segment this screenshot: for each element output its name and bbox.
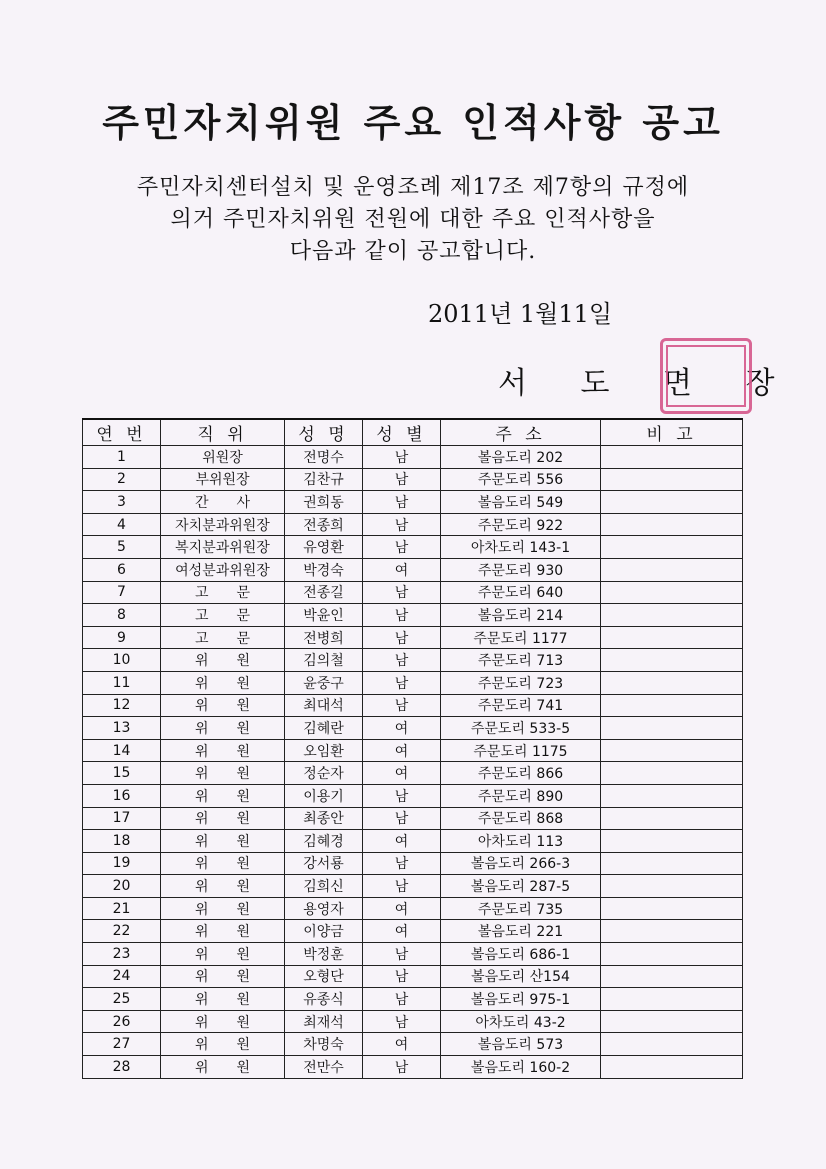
cell-position: 위 원	[161, 649, 285, 672]
cell-remarks	[601, 897, 743, 920]
cell-gender: 남	[363, 875, 441, 898]
cell-position: 위 원	[161, 965, 285, 988]
cell-name: 박윤인	[285, 604, 363, 627]
cell-remarks	[601, 739, 743, 762]
cell-gender: 여	[363, 739, 441, 762]
cell-gender: 남	[363, 1010, 441, 1033]
cell-number: 18	[83, 830, 161, 853]
cell-address: 주문도리 1175	[441, 739, 601, 762]
cell-address: 볼음도리 975-1	[441, 988, 601, 1011]
cell-number: 3	[83, 491, 161, 514]
cell-address: 아차도리 143-1	[441, 536, 601, 559]
cell-name: 김의철	[285, 649, 363, 672]
cell-name: 전만수	[285, 1056, 363, 1079]
table-row	[83, 943, 743, 966]
cell-remarks	[601, 694, 743, 717]
cell-name: 정순자	[285, 762, 363, 785]
cell-gender: 남	[363, 1056, 441, 1079]
header-cell-remarks: 비 고	[601, 419, 743, 446]
cell-address: 주문도리 922	[441, 513, 601, 536]
cell-position: 고 문	[161, 626, 285, 649]
cell-position: 위원장	[161, 446, 285, 469]
cell-number: 23	[83, 943, 161, 966]
table-row	[83, 581, 743, 604]
table-row	[83, 875, 743, 898]
cell-position: 위 원	[161, 1010, 285, 1033]
header-cell-gender: 성 별	[363, 419, 441, 446]
cell-address: 주문도리 735	[441, 897, 601, 920]
cell-address: 주문도리 890	[441, 784, 601, 807]
table-header-row	[83, 419, 743, 446]
cell-position: 고 문	[161, 604, 285, 627]
cell-remarks	[601, 468, 743, 491]
cell-number: 11	[83, 671, 161, 694]
cell-gender: 여	[363, 897, 441, 920]
cell-position: 부위원장	[161, 468, 285, 491]
cell-gender: 여	[363, 830, 441, 853]
table-row	[83, 1010, 743, 1033]
cell-gender: 남	[363, 807, 441, 830]
cell-gender: 남	[363, 943, 441, 966]
official-seal	[660, 338, 752, 414]
cell-number: 5	[83, 536, 161, 559]
cell-address: 주문도리 866	[441, 762, 601, 785]
table-row	[83, 626, 743, 649]
cell-position: 위 원	[161, 671, 285, 694]
cell-remarks	[601, 626, 743, 649]
cell-number: 7	[83, 581, 161, 604]
table-row	[83, 717, 743, 740]
cell-remarks	[601, 649, 743, 672]
cell-position: 고 문	[161, 581, 285, 604]
cell-remarks	[601, 1033, 743, 1056]
table-row	[83, 604, 743, 627]
table-row	[83, 830, 743, 853]
table-row	[83, 1033, 743, 1056]
cell-address: 주문도리 868	[441, 807, 601, 830]
cell-address: 볼음도리 686-1	[441, 943, 601, 966]
table-row	[83, 784, 743, 807]
cell-gender: 남	[363, 988, 441, 1011]
cell-position: 위 원	[161, 988, 285, 1011]
cell-name: 권희동	[285, 491, 363, 514]
cell-name: 오임환	[285, 739, 363, 762]
table-row	[83, 468, 743, 491]
cell-address: 주문도리 741	[441, 694, 601, 717]
cell-name: 최종안	[285, 807, 363, 830]
table-row	[83, 649, 743, 672]
cell-position: 위 원	[161, 762, 285, 785]
cell-name: 유종식	[285, 988, 363, 1011]
cell-name: 차명숙	[285, 1033, 363, 1056]
cell-address: 볼음도리 214	[441, 604, 601, 627]
cell-number: 12	[83, 694, 161, 717]
cell-remarks	[601, 717, 743, 740]
cell-remarks	[601, 875, 743, 898]
table-row	[83, 897, 743, 920]
cell-address: 주문도리 556	[441, 468, 601, 491]
cell-position: 위 원	[161, 830, 285, 853]
cell-number: 26	[83, 1010, 161, 1033]
cell-address: 주문도리 930	[441, 558, 601, 581]
cell-number: 25	[83, 988, 161, 1011]
cell-gender: 남	[363, 694, 441, 717]
cell-number: 17	[83, 807, 161, 830]
cell-remarks	[601, 762, 743, 785]
intro-paragraph	[0, 172, 826, 268]
cell-address: 아차도리 43-2	[441, 1010, 601, 1033]
cell-address: 볼음도리 287-5	[441, 875, 601, 898]
cell-address: 볼음도리 573	[441, 1033, 601, 1056]
cell-position: 위 원	[161, 920, 285, 943]
cell-number: 20	[83, 875, 161, 898]
cell-name: 전명수	[285, 446, 363, 469]
cell-number: 6	[83, 558, 161, 581]
cell-gender: 남	[363, 852, 441, 875]
intro-line: 다음과 같이 공고합니다.	[289, 239, 537, 264]
cell-gender: 남	[363, 649, 441, 672]
table-row	[83, 694, 743, 717]
table-row	[83, 807, 743, 830]
cell-gender: 남	[363, 671, 441, 694]
cell-remarks	[601, 807, 743, 830]
cell-remarks	[601, 920, 743, 943]
cell-gender: 남	[363, 965, 441, 988]
cell-number: 4	[83, 513, 161, 536]
table-row	[83, 852, 743, 875]
cell-number: 2	[83, 468, 161, 491]
cell-position: 위 원	[161, 739, 285, 762]
cell-remarks	[601, 943, 743, 966]
cell-position: 위 원	[161, 1033, 285, 1056]
header-cell-position: 직 위	[161, 419, 285, 446]
cell-name: 이양금	[285, 920, 363, 943]
cell-position: 위 원	[161, 852, 285, 875]
cell-number: 1	[83, 446, 161, 469]
cell-name: 최재석	[285, 1010, 363, 1033]
cell-position: 위 원	[161, 1056, 285, 1079]
cell-position: 여성분과위원장	[161, 558, 285, 581]
cell-gender: 여	[363, 717, 441, 740]
cell-remarks	[601, 784, 743, 807]
cell-gender: 남	[363, 604, 441, 627]
cell-gender: 남	[363, 491, 441, 514]
intro-line: 주민자치센터설치 및 운영조례 제17조 제7항의 규정에	[136, 175, 690, 200]
cell-remarks	[601, 1056, 743, 1079]
table-row	[83, 1056, 743, 1079]
cell-remarks	[601, 852, 743, 875]
cell-number: 28	[83, 1056, 161, 1079]
table-row	[83, 762, 743, 785]
cell-gender: 여	[363, 920, 441, 943]
table-row	[83, 491, 743, 514]
cell-name: 전병희	[285, 626, 363, 649]
cell-name: 유영환	[285, 536, 363, 559]
header-cell-name: 성 명	[285, 419, 363, 446]
cell-address: 주문도리 1177	[441, 626, 601, 649]
table-row	[83, 446, 743, 469]
cell-gender: 남	[363, 784, 441, 807]
cell-address: 주문도리 533-5	[441, 717, 601, 740]
cell-name: 전종길	[285, 581, 363, 604]
cell-name: 이용기	[285, 784, 363, 807]
cell-position: 위 원	[161, 875, 285, 898]
table-row	[83, 513, 743, 536]
cell-remarks	[601, 513, 743, 536]
cell-remarks	[601, 536, 743, 559]
cell-number: 14	[83, 739, 161, 762]
cell-name: 김혜란	[285, 717, 363, 740]
cell-position: 간 사	[161, 491, 285, 514]
cell-name: 김희신	[285, 875, 363, 898]
intro-line: 의거 주민자치위원 전원에 대한 주요 인적사항을	[170, 207, 656, 232]
signer-title: 서 도 면 장	[498, 366, 797, 401]
seal-mark	[666, 345, 746, 407]
cell-address: 볼음도리 221	[441, 920, 601, 943]
cell-position: 위 원	[161, 897, 285, 920]
cell-position: 위 원	[161, 943, 285, 966]
cell-name: 김찬규	[285, 468, 363, 491]
cell-remarks	[601, 965, 743, 988]
cell-remarks	[601, 491, 743, 514]
cell-gender: 남	[363, 626, 441, 649]
cell-name: 박경숙	[285, 558, 363, 581]
header-cell-number: 연 번	[83, 419, 161, 446]
cell-number: 16	[83, 784, 161, 807]
cell-gender: 남	[363, 468, 441, 491]
cell-number: 21	[83, 897, 161, 920]
cell-gender: 남	[363, 536, 441, 559]
table-row	[83, 536, 743, 559]
cell-remarks	[601, 558, 743, 581]
cell-remarks	[601, 604, 743, 627]
cell-gender: 여	[363, 558, 441, 581]
cell-position: 위 원	[161, 717, 285, 740]
cell-position: 위 원	[161, 807, 285, 830]
cell-number: 9	[83, 626, 161, 649]
cell-number: 19	[83, 852, 161, 875]
cell-remarks	[601, 830, 743, 853]
cell-position: 자치분과위원장	[161, 513, 285, 536]
cell-name: 윤중구	[285, 671, 363, 694]
header-cell-address: 주 소	[441, 419, 601, 446]
cell-address: 아차도리 113	[441, 830, 601, 853]
cell-remarks	[601, 446, 743, 469]
table-row	[83, 988, 743, 1011]
table-row	[83, 920, 743, 943]
cell-position: 위 원	[161, 694, 285, 717]
cell-remarks	[601, 988, 743, 1011]
cell-position: 위 원	[161, 784, 285, 807]
notice-date: 2011년 1월11일	[428, 300, 613, 328]
cell-address: 볼음도리 산154	[441, 965, 601, 988]
cell-address: 주문도리 640	[441, 581, 601, 604]
cell-name: 전종희	[285, 513, 363, 536]
cell-name: 오형단	[285, 965, 363, 988]
cell-gender: 여	[363, 762, 441, 785]
cell-remarks	[601, 1010, 743, 1033]
cell-address: 볼음도리 549	[441, 491, 601, 514]
cell-name: 김혜경	[285, 830, 363, 853]
cell-number: 10	[83, 649, 161, 672]
cell-number: 15	[83, 762, 161, 785]
cell-name: 강서룡	[285, 852, 363, 875]
cell-position: 복지분과위원장	[161, 536, 285, 559]
cell-number: 8	[83, 604, 161, 627]
cell-gender: 여	[363, 1033, 441, 1056]
cell-remarks	[601, 671, 743, 694]
cell-gender: 남	[363, 513, 441, 536]
table-row	[83, 671, 743, 694]
table-row	[83, 739, 743, 762]
cell-number: 24	[83, 965, 161, 988]
cell-address: 볼음도리 266-3	[441, 852, 601, 875]
cell-gender: 남	[363, 581, 441, 604]
members-table	[82, 418, 743, 1079]
cell-name: 최대석	[285, 694, 363, 717]
cell-name: 박정훈	[285, 943, 363, 966]
cell-number: 22	[83, 920, 161, 943]
cell-remarks	[601, 581, 743, 604]
table-row	[83, 965, 743, 988]
cell-name: 용영자	[285, 897, 363, 920]
cell-gender: 남	[363, 446, 441, 469]
cell-address: 볼음도리 160-2	[441, 1056, 601, 1079]
page-title: 주민자치위원 주요 인적사항 공고	[102, 100, 724, 145]
cell-address: 주문도리 723	[441, 671, 601, 694]
cell-address: 주문도리 713	[441, 649, 601, 672]
table-row	[83, 558, 743, 581]
cell-number: 13	[83, 717, 161, 740]
cell-number: 27	[83, 1033, 161, 1056]
cell-address: 볼음도리 202	[441, 446, 601, 469]
